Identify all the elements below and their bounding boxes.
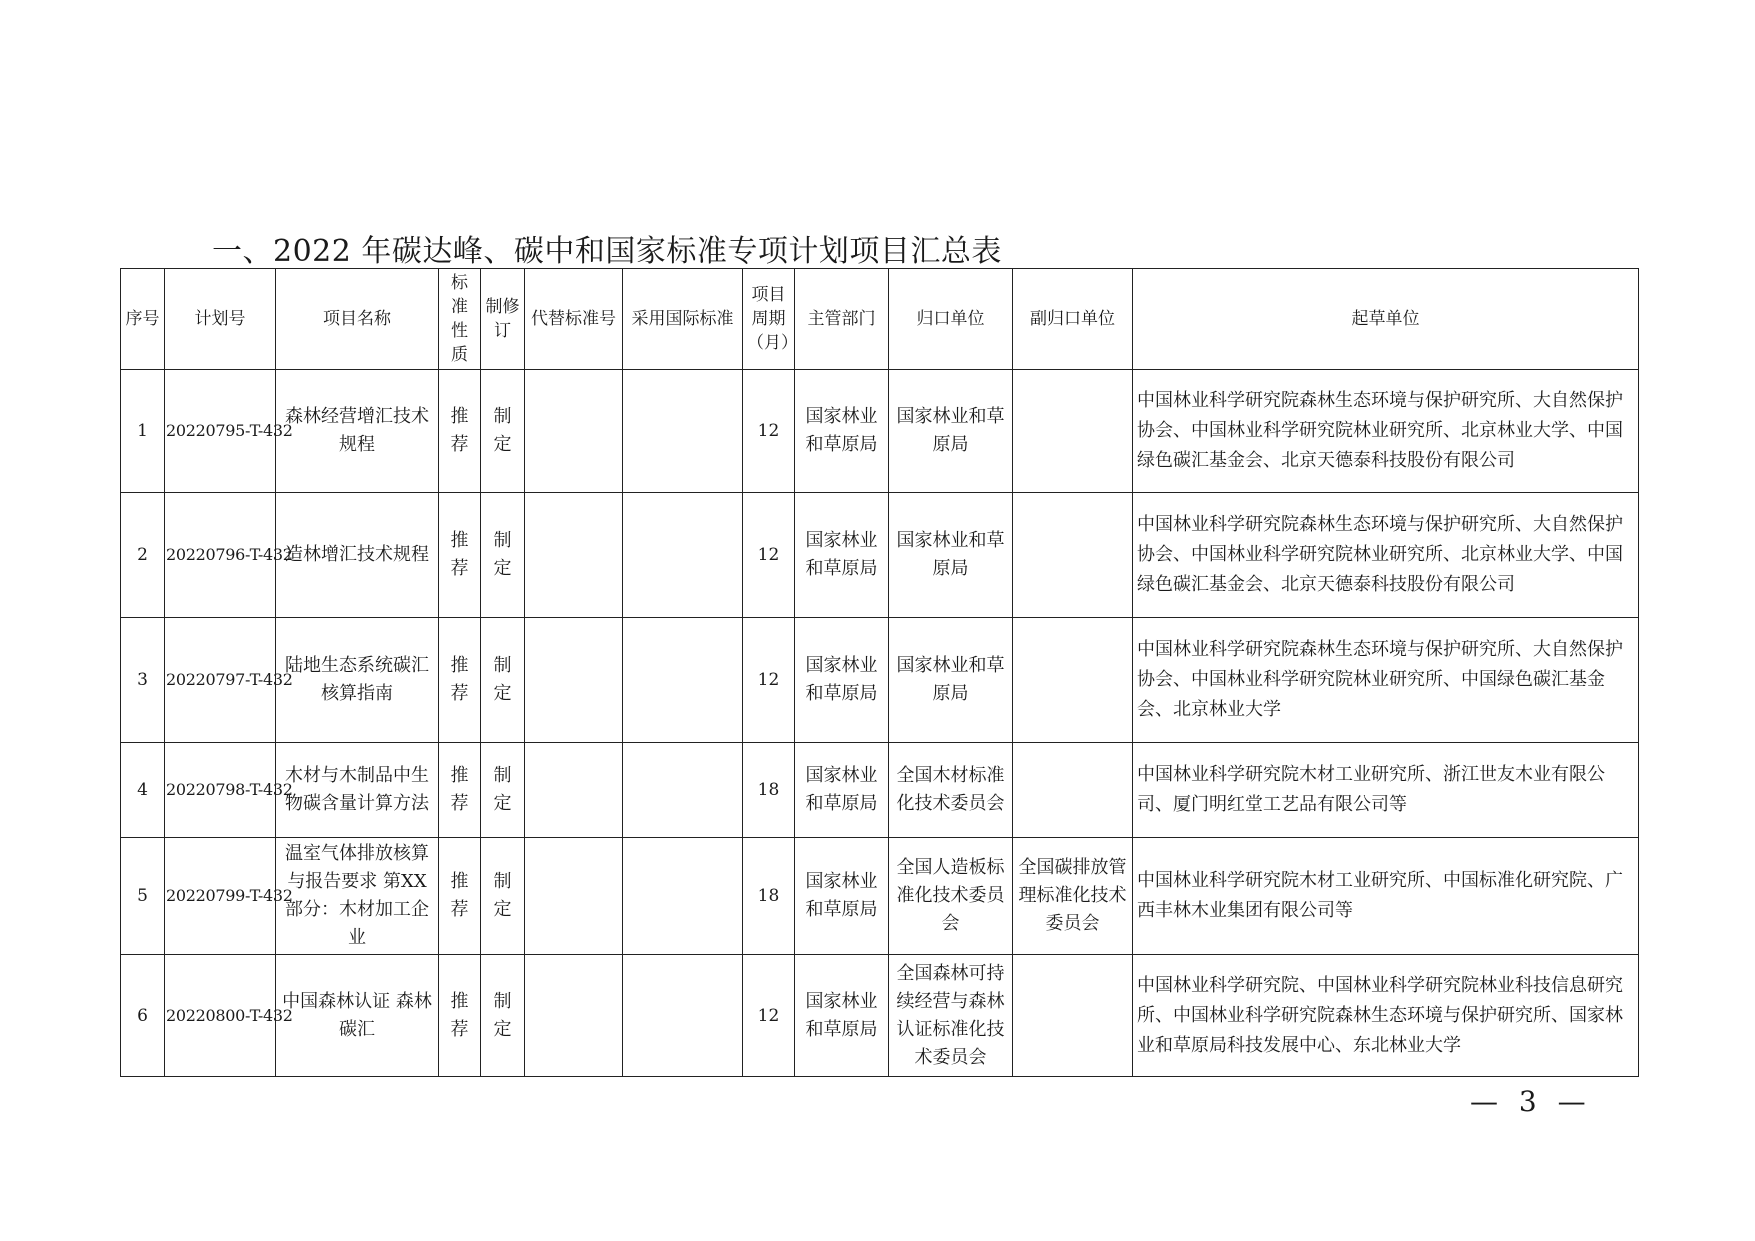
cell-drafters: 中国林业科学研究院木材工业研究所、中国标准化研究院、广西丰林木业集团有限公司等 xyxy=(1133,838,1639,955)
header-sub-unit: 副归口单位 xyxy=(1013,269,1133,370)
page-title: 一、2022 年碳达峰、碳中和国家标准专项计划项目汇总表 xyxy=(212,234,1002,269)
cell-plan-no: 20220798-T-432 xyxy=(165,743,276,838)
cell-seq: 5 xyxy=(121,838,165,955)
cell-plan-no: 20220800-T-432 xyxy=(165,955,276,1077)
header-seq: 序号 xyxy=(121,269,165,370)
cell-sub-unit xyxy=(1013,743,1133,838)
cell-drafters: 中国林业科学研究院木材工业研究所、浙江世友木业有限公司、厦门明红堂工艺品有限公司等 xyxy=(1133,743,1639,838)
cell-nature: 推荐 xyxy=(439,370,481,493)
cell-intl-standard xyxy=(623,493,743,618)
cell-sub-unit xyxy=(1013,955,1133,1077)
cell-replaces xyxy=(525,370,623,493)
header-revision: 制修订 xyxy=(481,269,525,370)
table-header-row xyxy=(121,269,1639,370)
cell-revision: 制定 xyxy=(481,838,525,955)
cell-cycle: 12 xyxy=(743,618,795,743)
table-row xyxy=(121,370,1639,493)
cell-unit: 全国木材标准化技术委员会 xyxy=(889,743,1013,838)
cell-replaces xyxy=(525,838,623,955)
cell-drafters: 中国林业科学研究院森林生态环境与保护研究所、大自然保护协会、中国林业科学研究院林业研究所、北京林业大学、中国绿色碳汇基金会、北京天德泰科技股份有限公司 xyxy=(1133,493,1639,618)
cell-nature: 推荐 xyxy=(439,618,481,743)
cell-intl-standard xyxy=(623,743,743,838)
cell-revision: 制定 xyxy=(481,370,525,493)
cell-sub-unit xyxy=(1013,618,1133,743)
cell-project-name: 中国森林认证 森林碳汇 xyxy=(276,955,439,1077)
table-row xyxy=(121,838,1639,955)
cell-replaces xyxy=(525,618,623,743)
cell-plan-no: 20220795-T-432 xyxy=(165,370,276,493)
table-row xyxy=(121,493,1639,618)
header-project-name: 项目名称 xyxy=(276,269,439,370)
cell-dept: 国家林业和草原局 xyxy=(795,955,889,1077)
header-replaces: 代替标准号 xyxy=(525,269,623,370)
header-nature: 标准性质 xyxy=(439,269,481,370)
project-summary-table xyxy=(120,268,1639,1077)
header-cycle: 项目周期（月） xyxy=(743,269,795,370)
cell-revision: 制定 xyxy=(481,955,525,1077)
cell-dept: 国家林业和草原局 xyxy=(795,370,889,493)
cell-dept: 国家林业和草原局 xyxy=(795,743,889,838)
cell-drafters: 中国林业科学研究院、中国林业科学研究院林业科技信息研究所、中国林业科学研究院森林生态环境与保护研究所、国家林业和草原局科技发展中心、东北林业大学 xyxy=(1133,955,1639,1077)
cell-seq: 6 xyxy=(121,955,165,1077)
cell-replaces xyxy=(525,955,623,1077)
cell-nature: 推荐 xyxy=(439,955,481,1077)
cell-cycle: 12 xyxy=(743,955,795,1077)
cell-project-name: 陆地生态系统碳汇核算指南 xyxy=(276,618,439,743)
cell-sub-unit: 全国碳排放管理标准化技术委员会 xyxy=(1013,838,1133,955)
cell-intl-standard xyxy=(623,370,743,493)
header-plan-no: 计划号 xyxy=(165,269,276,370)
cell-seq: 1 xyxy=(121,370,165,493)
cell-seq: 4 xyxy=(121,743,165,838)
cell-intl-standard xyxy=(623,838,743,955)
cell-dept: 国家林业和草原局 xyxy=(795,838,889,955)
cell-revision: 制定 xyxy=(481,493,525,618)
cell-unit: 国家林业和草原局 xyxy=(889,618,1013,743)
cell-seq: 3 xyxy=(121,618,165,743)
cell-unit: 国家林业和草原局 xyxy=(889,493,1013,618)
cell-project-name: 木材与木制品中生物碳含量计算方法 xyxy=(276,743,439,838)
cell-replaces xyxy=(525,493,623,618)
cell-intl-standard xyxy=(623,955,743,1077)
cell-nature: 推荐 xyxy=(439,743,481,838)
cell-project-name: 森林经营增汇技术规程 xyxy=(276,370,439,493)
cell-cycle: 18 xyxy=(743,743,795,838)
cell-revision: 制定 xyxy=(481,743,525,838)
header-unit: 归口单位 xyxy=(889,269,1013,370)
cell-cycle: 18 xyxy=(743,838,795,955)
cell-plan-no: 20220799-T-432 xyxy=(165,838,276,955)
table-row xyxy=(121,955,1639,1077)
table-row xyxy=(121,618,1639,743)
table-row xyxy=(121,743,1639,838)
cell-revision: 制定 xyxy=(481,618,525,743)
page-number: — 3 — xyxy=(1470,1085,1592,1118)
cell-sub-unit xyxy=(1013,370,1133,493)
cell-nature: 推荐 xyxy=(439,493,481,618)
cell-cycle: 12 xyxy=(743,493,795,618)
cell-dept: 国家林业和草原局 xyxy=(795,618,889,743)
cell-unit: 全国森林可持续经营与森林认证标准化技术委员会 xyxy=(889,955,1013,1077)
cell-unit: 国家林业和草原局 xyxy=(889,370,1013,493)
cell-project-name: 温室气体排放核算与报告要求 第XX部分：木材加工企业 xyxy=(276,838,439,955)
header-drafters: 起草单位 xyxy=(1133,269,1639,370)
cell-project-name: 造林增汇技术规程 xyxy=(276,493,439,618)
cell-unit: 全国人造板标准化技术委员会 xyxy=(889,838,1013,955)
cell-seq: 2 xyxy=(121,493,165,618)
header-dept: 主管部门 xyxy=(795,269,889,370)
cell-sub-unit xyxy=(1013,493,1133,618)
header-intl-standard: 采用国际标准 xyxy=(623,269,743,370)
cell-drafters: 中国林业科学研究院森林生态环境与保护研究所、大自然保护协会、中国林业科学研究院林业研究所、北京林业大学、中国绿色碳汇基金会、北京天德泰科技股份有限公司 xyxy=(1133,370,1639,493)
cell-plan-no: 20220797-T-432 xyxy=(165,618,276,743)
cell-plan-no: 20220796-T-432 xyxy=(165,493,276,618)
cell-dept: 国家林业和草原局 xyxy=(795,493,889,618)
cell-replaces xyxy=(525,743,623,838)
cell-cycle: 12 xyxy=(743,370,795,493)
cell-drafters: 中国林业科学研究院森林生态环境与保护研究所、大自然保护协会、中国林业科学研究院林业研究所、中国绿色碳汇基金会、北京林业大学 xyxy=(1133,618,1639,743)
cell-intl-standard xyxy=(623,618,743,743)
cell-nature: 推荐 xyxy=(439,838,481,955)
